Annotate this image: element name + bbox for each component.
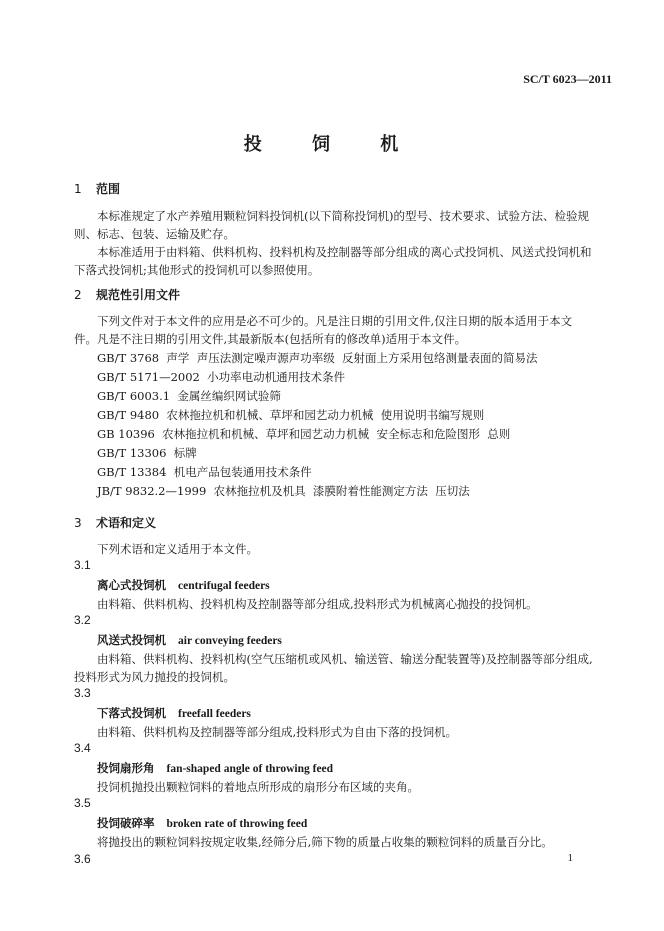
term-heading bbox=[97, 632, 282, 648]
term-chinese: 下落式投饲机 bbox=[97, 706, 166, 720]
reference-item: GB/T 13306 标牌 bbox=[97, 446, 197, 460]
section-title: 范围 bbox=[96, 182, 121, 196]
term-number: 3.3 bbox=[74, 686, 91, 700]
term-english: air conveying feeders bbox=[178, 635, 282, 647]
section-3-heading bbox=[74, 514, 156, 531]
term-definition: 由料箱、供料机构、投料机构(空气压缩机或风机、输送管、输送分配装置等)及控制器等部分组成,投料形式为风力抛投的投饲机。 bbox=[74, 652, 593, 684]
section-number: 3 bbox=[74, 516, 82, 530]
section-number: 1 bbox=[74, 182, 82, 196]
section-2-heading bbox=[74, 286, 180, 303]
term-heading bbox=[97, 760, 333, 776]
section-title: 规范性引用文件 bbox=[96, 288, 181, 302]
section-3-intro: 下列术语和定义适用于本文件。 bbox=[97, 542, 258, 556]
section-2-paragraph-1: 下列文件对于本文件的应用是必不可少的。凡是注日期的引用文件,仅注日期的版本适用于本文件。凡是不注日期的引用文件,其最新版本(包括所有的修改单)适用于本文件。 bbox=[74, 314, 573, 346]
term-english: broken rate of throwing feed bbox=[166, 818, 308, 830]
page-title: 投 饲 机 bbox=[243, 134, 421, 155]
term-english: freefall feeders bbox=[178, 708, 251, 720]
term-definition: 由料箱、供料机构、投料机构及控制器等部分组成,投料形式为机械离心抛投的投饲机。 bbox=[97, 597, 538, 611]
term-number: 3.1 bbox=[74, 558, 91, 572]
section-number: 2 bbox=[74, 288, 82, 302]
reference-item: GB/T 3768 声学 声压法测定噪声源声功率级 反射面上方采用包络测量表面的简易法 bbox=[97, 351, 538, 365]
term-chinese: 风送式投饲机 bbox=[97, 633, 166, 647]
term-heading bbox=[97, 815, 307, 831]
term-number: 3.6 bbox=[74, 852, 91, 866]
reference-item: GB 10396 农林拖拉机和机械、草坪和园艺动力机械 安全标志和危险图形 总则 bbox=[97, 427, 511, 441]
reference-item: GB/T 5171—2002 小功率电动机通用技术条件 bbox=[97, 370, 346, 384]
section-1-paragraph-1: 本标准规定了水产养殖用颗粒饲料投饲机(以下简称投饲机)的型号、技术要求、试验方法、检验规则、标志、包装、运输及贮存。 bbox=[74, 209, 589, 241]
reference-item: JB/T 9832.2—1999 农林拖拉机及机具 漆膜附着性能测定方法 压切法 bbox=[97, 484, 470, 498]
term-english: fan-shaped angle of throwing feed bbox=[166, 763, 334, 775]
term-english: centrifugal feeders bbox=[178, 580, 270, 592]
term-heading bbox=[97, 577, 270, 593]
term-definition: 将抛投出的颗粒饲料按规定收集,经筛分后,筛下物的质量占收集的颗粒饲料的质量百分比。 bbox=[97, 835, 553, 849]
term-chinese: 投饲扇形角 bbox=[97, 761, 155, 775]
term-number: 3.2 bbox=[74, 613, 91, 627]
reference-item: GB/T 13384 机电产品包装通用技术条件 bbox=[97, 465, 312, 479]
section-title: 术语和定义 bbox=[96, 516, 157, 530]
section-1-paragraph-2: 本标准适用于由料箱、供料机构、投料机构及控制器等部分组成的离心式投饲机、风送式投饲机和下落式投饲机;其他形式的投饲机可以参照使用。 bbox=[74, 245, 592, 277]
reference-item: GB/T 6003.1 金属丝编织网试验筛 bbox=[97, 389, 281, 403]
term-number: 3.4 bbox=[74, 741, 91, 755]
term-chinese: 投饲破碎率 bbox=[97, 816, 155, 830]
term-number: 3.5 bbox=[74, 796, 91, 810]
standard-code: SC/T 6023—2011 bbox=[523, 72, 612, 86]
term-definition: 由料箱、供料机构及控制器等部分组成,投料形式为自由下落的投饲机。 bbox=[97, 725, 458, 739]
section-1-heading bbox=[74, 180, 120, 197]
term-heading bbox=[97, 705, 251, 721]
term-definition: 投饲机抛投出颗粒饲料的着地点所形成的扇形分布区域的夹角。 bbox=[97, 780, 419, 794]
term-chinese: 离心式投饲机 bbox=[97, 578, 166, 592]
reference-item: GB/T 9480 农林拖拉机和机械、草坪和园艺动力机械 使用说明书编写规则 bbox=[97, 408, 485, 422]
page-number: 1 bbox=[567, 852, 573, 864]
